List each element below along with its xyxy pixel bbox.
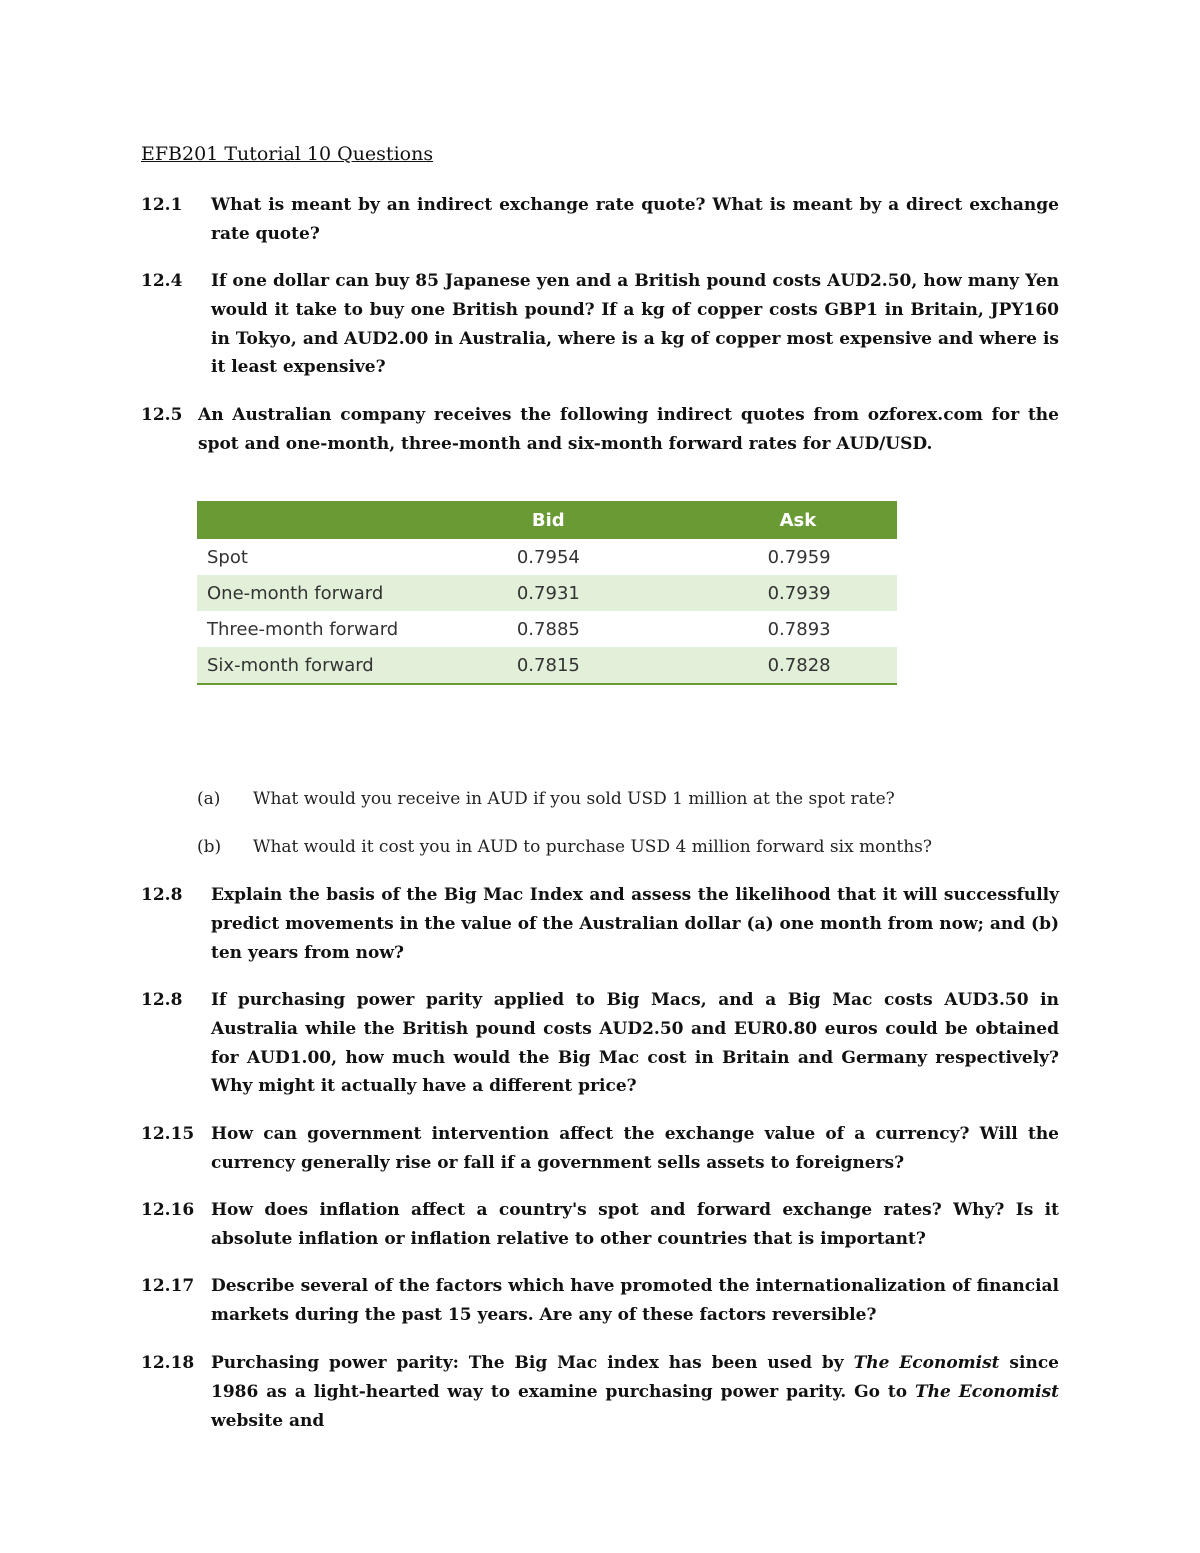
ask-value: 0.7959	[767, 546, 831, 568]
table-row	[197, 647, 897, 684]
question-number: 12.4	[141, 271, 183, 291]
ask-value: 0.7939	[768, 575, 897, 611]
sub-question-text: What would you receive in AUD if you sold USD 1 million at the spot rate?	[253, 789, 895, 809]
exchange-rate-table	[197, 501, 897, 685]
question-12-1	[141, 191, 1059, 249]
question-12-16	[141, 1196, 1059, 1254]
bid-value: 0.7885	[516, 618, 580, 640]
table-row	[197, 611, 897, 647]
publication-name: The Economist	[915, 1381, 1059, 1402]
question-text: What is meant by an indirect exchange rate quote? What is meant by a direct exchange rate quote?	[211, 195, 1059, 244]
sub-question-a	[197, 785, 1057, 813]
question-text: Explain the basis of the Big Mac Index and assess the likelihood that it will successfully predict movements in the value of the Australian dollar (a) one month from now; and (b) ten years from now?	[211, 885, 1059, 963]
question-number: 12.16	[141, 1200, 195, 1220]
table-row	[197, 539, 897, 575]
question-12-5	[141, 401, 1059, 459]
question-12-4	[141, 267, 1059, 382]
bid-value: 0.7954	[516, 546, 580, 568]
bid-value: 0.7931	[517, 575, 768, 611]
publication-name: The Economist	[853, 1353, 1000, 1373]
sub-question-label: (b)	[197, 837, 222, 857]
question-number: 12.8	[141, 885, 183, 905]
question-number: 12.15	[141, 1124, 195, 1144]
text-segment: Purchasing power parity: The Big Mac index has been used by	[211, 1353, 854, 1373]
sub-question-b	[197, 833, 1057, 861]
question-text	[211, 1349, 1059, 1435]
row-label: Six-month forward	[197, 647, 517, 684]
bid-value: 0.7815	[517, 647, 768, 684]
question-number: 12.5	[141, 405, 183, 425]
question-number: 12.8	[141, 990, 183, 1010]
row-label: One-month forward	[197, 575, 517, 611]
question-12-18	[141, 1349, 1059, 1435]
question-number: 12.18	[141, 1353, 195, 1373]
ask-value: 0.7828	[768, 647, 897, 684]
table-row	[197, 575, 897, 611]
question-text: How can government intervention affect the exchange value of a currency? Will the currency generally rise or fall if a government sells assets to foreigners?	[211, 1124, 1059, 1173]
table-header-row	[197, 501, 897, 539]
question-text: If purchasing power parity applied to Big Macs, and a Big Mac costs AUD3.50 in Australia while the British pound costs AUD2.50 and EUR0.80 euros could be obtained for AUD1.00, how much would the Big Mac cost in Britain and Germany respectively? Why might it actually have a different price?	[211, 990, 1059, 1097]
question-text: An Australian company receives the following indirect quotes from ozforex.com for the spot and one-month, three-month and six-month forward rates for AUD/USD.	[198, 405, 1059, 454]
sub-question-label: (a)	[197, 789, 221, 809]
header-ask: Ask	[768, 501, 897, 539]
question-12-17	[141, 1272, 1059, 1330]
text-segment: since 1986 as a light-hearted way to examine purchasing power parity. Go to	[211, 1353, 1059, 1402]
row-label: Spot	[207, 546, 248, 568]
header-label	[197, 501, 517, 539]
header-bid: Bid	[517, 501, 768, 539]
row-label: Three-month forward	[207, 618, 399, 640]
question-text: How does inflation affect a country's spot and forward exchange rates? Why? Is it absolute inflation or inflation relative to other countries that is important?	[211, 1200, 1059, 1249]
question-12-8-big-mac-index	[141, 881, 1059, 967]
sub-question-text: What would it cost you in AUD to purchase USD 4 million forward six months?	[253, 837, 932, 857]
page-title: EFB201 Tutorial 10 Questions	[141, 143, 434, 165]
text-segment: website and	[211, 1410, 325, 1431]
question-text: Describe several of the factors which have promoted the internationalization of financial markets during the past 15 years. Are any of these factors reversible?	[211, 1276, 1059, 1325]
ask-value: 0.7893	[767, 618, 831, 640]
question-12-15	[141, 1120, 1059, 1178]
question-12-8-ppp	[141, 986, 1059, 1101]
question-number: 12.17	[141, 1276, 195, 1296]
question-text: If one dollar can buy 85 Japanese yen and a British pound costs AUD2.50, how many Yen would it take to buy one British pound? If a kg of copper costs GBP1 in Britain, JPY160 in Tokyo, and AUD2.00 in Australia, where is a kg of copper most expensive and where is it least expensive?	[211, 271, 1059, 378]
question-number: 12.1	[141, 195, 183, 215]
